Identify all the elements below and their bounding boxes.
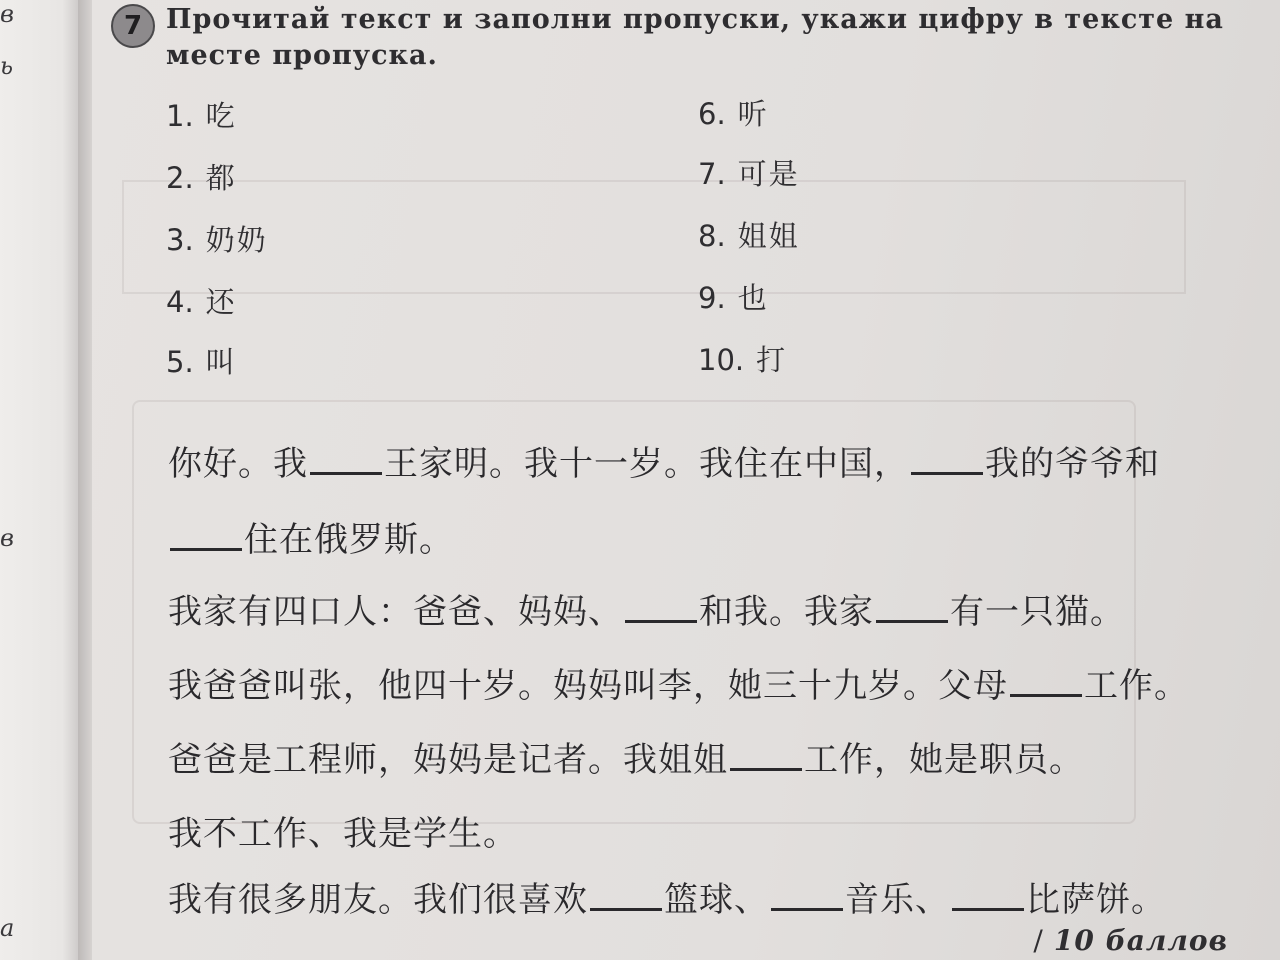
option-number: 2. [166,161,194,195]
option-item [166,340,237,381]
option-word: 叫 [205,345,237,379]
book-gutter [78,0,92,960]
text-line [168,806,518,855]
option-number: 6. [698,97,726,131]
option-word: 打 [756,343,788,377]
text-segment: 爸爸是工程师，妈妈是记者。我姐姐 [168,740,728,780]
left-page-fragment: в [0,524,14,552]
left-page-edge [0,0,78,960]
text-line [168,872,1166,921]
fill-blank[interactable] [730,762,802,771]
option-item [698,92,769,133]
fill-blank[interactable] [170,542,242,551]
option-word: 奶奶 [205,223,268,257]
fill-blank[interactable] [590,902,662,911]
text-segment: 比萨饼。 [1026,880,1166,920]
fill-blank[interactable] [625,614,697,623]
text-line [168,584,1125,633]
option-number: 9. [698,281,726,315]
task-instruction: Прочитай текст и заполни пропуски, укажи цифру в тексте на месте пропуска. [166,4,1224,71]
text-line [168,436,1160,485]
text-segment: 有一只猫。 [950,592,1125,632]
option-item [166,94,237,135]
option-number: 4. [166,285,194,319]
text-segment: 我不工作、我是学生。 [168,814,518,854]
option-number: 8. [698,219,726,253]
text-segment: 王家明。我十一岁。我住在中国， [384,444,909,484]
fill-blank[interactable] [876,614,948,623]
option-word: 可是 [737,157,800,191]
option-number: 1. [166,99,194,133]
option-word: 也 [737,281,769,315]
option-word: 姐姐 [737,219,800,253]
left-page-fragment: в [0,0,14,28]
text-line [168,732,1084,781]
text-segment: 工作。 [1084,666,1189,706]
option-word: 听 [737,97,769,131]
score-label [1033,924,1228,957]
option-item [698,152,800,193]
text-segment: 住在俄罗斯。 [244,520,454,560]
option-number: 7. [698,157,726,191]
fill-blank[interactable] [911,466,983,475]
option-item [166,156,237,197]
fill-blank[interactable] [771,902,843,911]
text-line [168,658,1189,707]
text-segment: 我有很多朋友。我们很喜欢 [168,880,588,920]
option-item [698,276,769,317]
left-page-fragment: а [0,914,15,942]
score-slash: / [1033,924,1044,957]
text-segment: 工作，她是职员。 [804,740,1084,780]
text-segment: 我的爷爷和 [985,444,1160,484]
text-segment: 和我。我家 [699,592,874,632]
text-segment: 我爸爸叫张，他四十岁。妈妈叫李，她三十九岁。父母 [168,666,1008,706]
option-word: 还 [205,285,237,319]
text-segment: 我家有四口人：爸爸、妈妈、 [168,592,623,632]
option-word: 吃 [205,99,237,133]
task-number-badge: 7 [111,4,155,48]
option-item [698,214,800,255]
option-number: 3. [166,223,194,257]
option-number: 10. [698,343,745,377]
fill-blank[interactable] [1010,688,1082,697]
score-value: 10 баллов [1053,924,1228,957]
fill-blank[interactable] [310,466,382,475]
option-item [166,218,268,259]
fill-blank[interactable] [952,902,1024,911]
bleed-through-table [122,180,1186,294]
option-word: 都 [205,161,237,195]
text-segment: 篮球、 [664,880,769,920]
option-number: 5. [166,345,194,379]
text-segment: 你好。我 [168,444,308,484]
left-page-fragment: ь [0,52,14,80]
text-segment: 音乐、 [845,880,950,920]
text-line [168,512,454,561]
option-item [698,338,787,379]
option-item [166,280,237,321]
